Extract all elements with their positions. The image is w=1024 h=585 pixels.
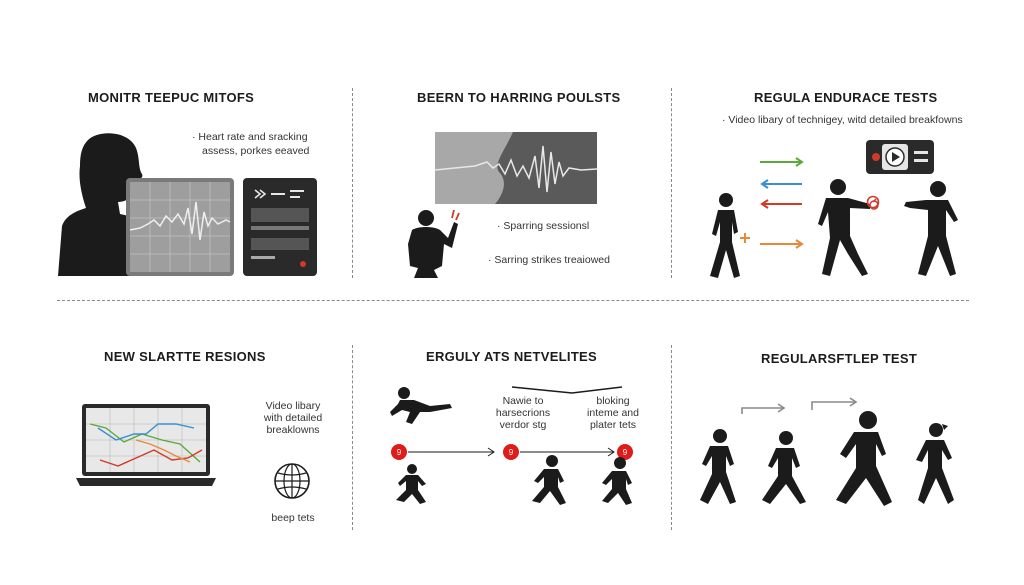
panel-learn-bullet2: · Sarring strikes treaiowed (488, 254, 610, 266)
panel-step-test-title: REGULARSFTLEP TEST (761, 351, 918, 366)
note-left-line2: harsecrions (495, 407, 551, 419)
tracking-control-panel (243, 178, 317, 276)
panel-monitor-bullet-line1: · Heart rate and sracking (192, 131, 308, 143)
step-3-number: 9 (622, 448, 628, 457)
panel-learn-title: BEERN TO HARRING POULSTS (417, 90, 621, 105)
panel-activities-title: ERGULY ATS NETVELITES (426, 349, 597, 364)
divider-vertical-bottom-2 (671, 345, 672, 530)
heart-rate-monitor-chart (126, 178, 236, 276)
note-right-line2: inteme and (587, 407, 639, 419)
note-right-line3: plater tets (589, 419, 637, 431)
note-left-line1: Nawie to (502, 395, 544, 407)
panel-sessions-title: NEW SLARTTE RESIONS (104, 349, 266, 364)
video-player (866, 140, 934, 174)
walking-figure (706, 192, 746, 278)
runner-step-3 (832, 410, 894, 506)
panel-sessions-desc-line3: breaklowns (266, 424, 320, 436)
globe-label: beep tets (271, 512, 315, 524)
panel-learn-bullet1: · Sparring sessionsl (497, 220, 590, 232)
runner-figure-2 (528, 455, 570, 505)
divider-vertical-bottom-1 (352, 345, 353, 530)
thrower-figure (818, 178, 884, 278)
divider-vertical-top-2 (671, 88, 672, 278)
laptop-chart (76, 404, 216, 486)
runner-step-1 (696, 428, 742, 504)
note-right-line1: bloking (596, 395, 630, 407)
coach-silhouette (404, 208, 460, 278)
runner-figure-1 (392, 464, 432, 504)
panel-endurance-title: REGULA ENDURACE TESTS (754, 90, 938, 105)
step-1-number: 9 (396, 448, 402, 457)
kicker-figure (390, 386, 454, 426)
panel-endurance-subtitle: · Video libary of technigey, witd detailed breakfowns (722, 114, 963, 126)
step-2-number: 9 (508, 448, 514, 457)
divider-vertical-top-1 (352, 88, 353, 278)
panel-monitor-bullet-line2: assess, porkes eeaved (202, 145, 310, 157)
runner-step-2 (760, 430, 810, 504)
runner-step-4 (914, 422, 960, 504)
panel-sessions-desc-line2: with detailed (263, 412, 323, 424)
stopwatch-icon (866, 195, 880, 209)
waveform-display (435, 132, 597, 204)
runner-figure-3 (598, 457, 638, 505)
receiver-figure (900, 180, 966, 278)
panel-sessions-desc-line1: Video libary (265, 400, 321, 412)
note-left-line3: verdor stg (499, 419, 547, 431)
globe-icon (274, 463, 310, 499)
panel-monitor-title: MONITR TEEPUC MITOFS (88, 90, 255, 105)
colored-arrows (740, 152, 806, 252)
divider-horizontal (57, 300, 969, 301)
